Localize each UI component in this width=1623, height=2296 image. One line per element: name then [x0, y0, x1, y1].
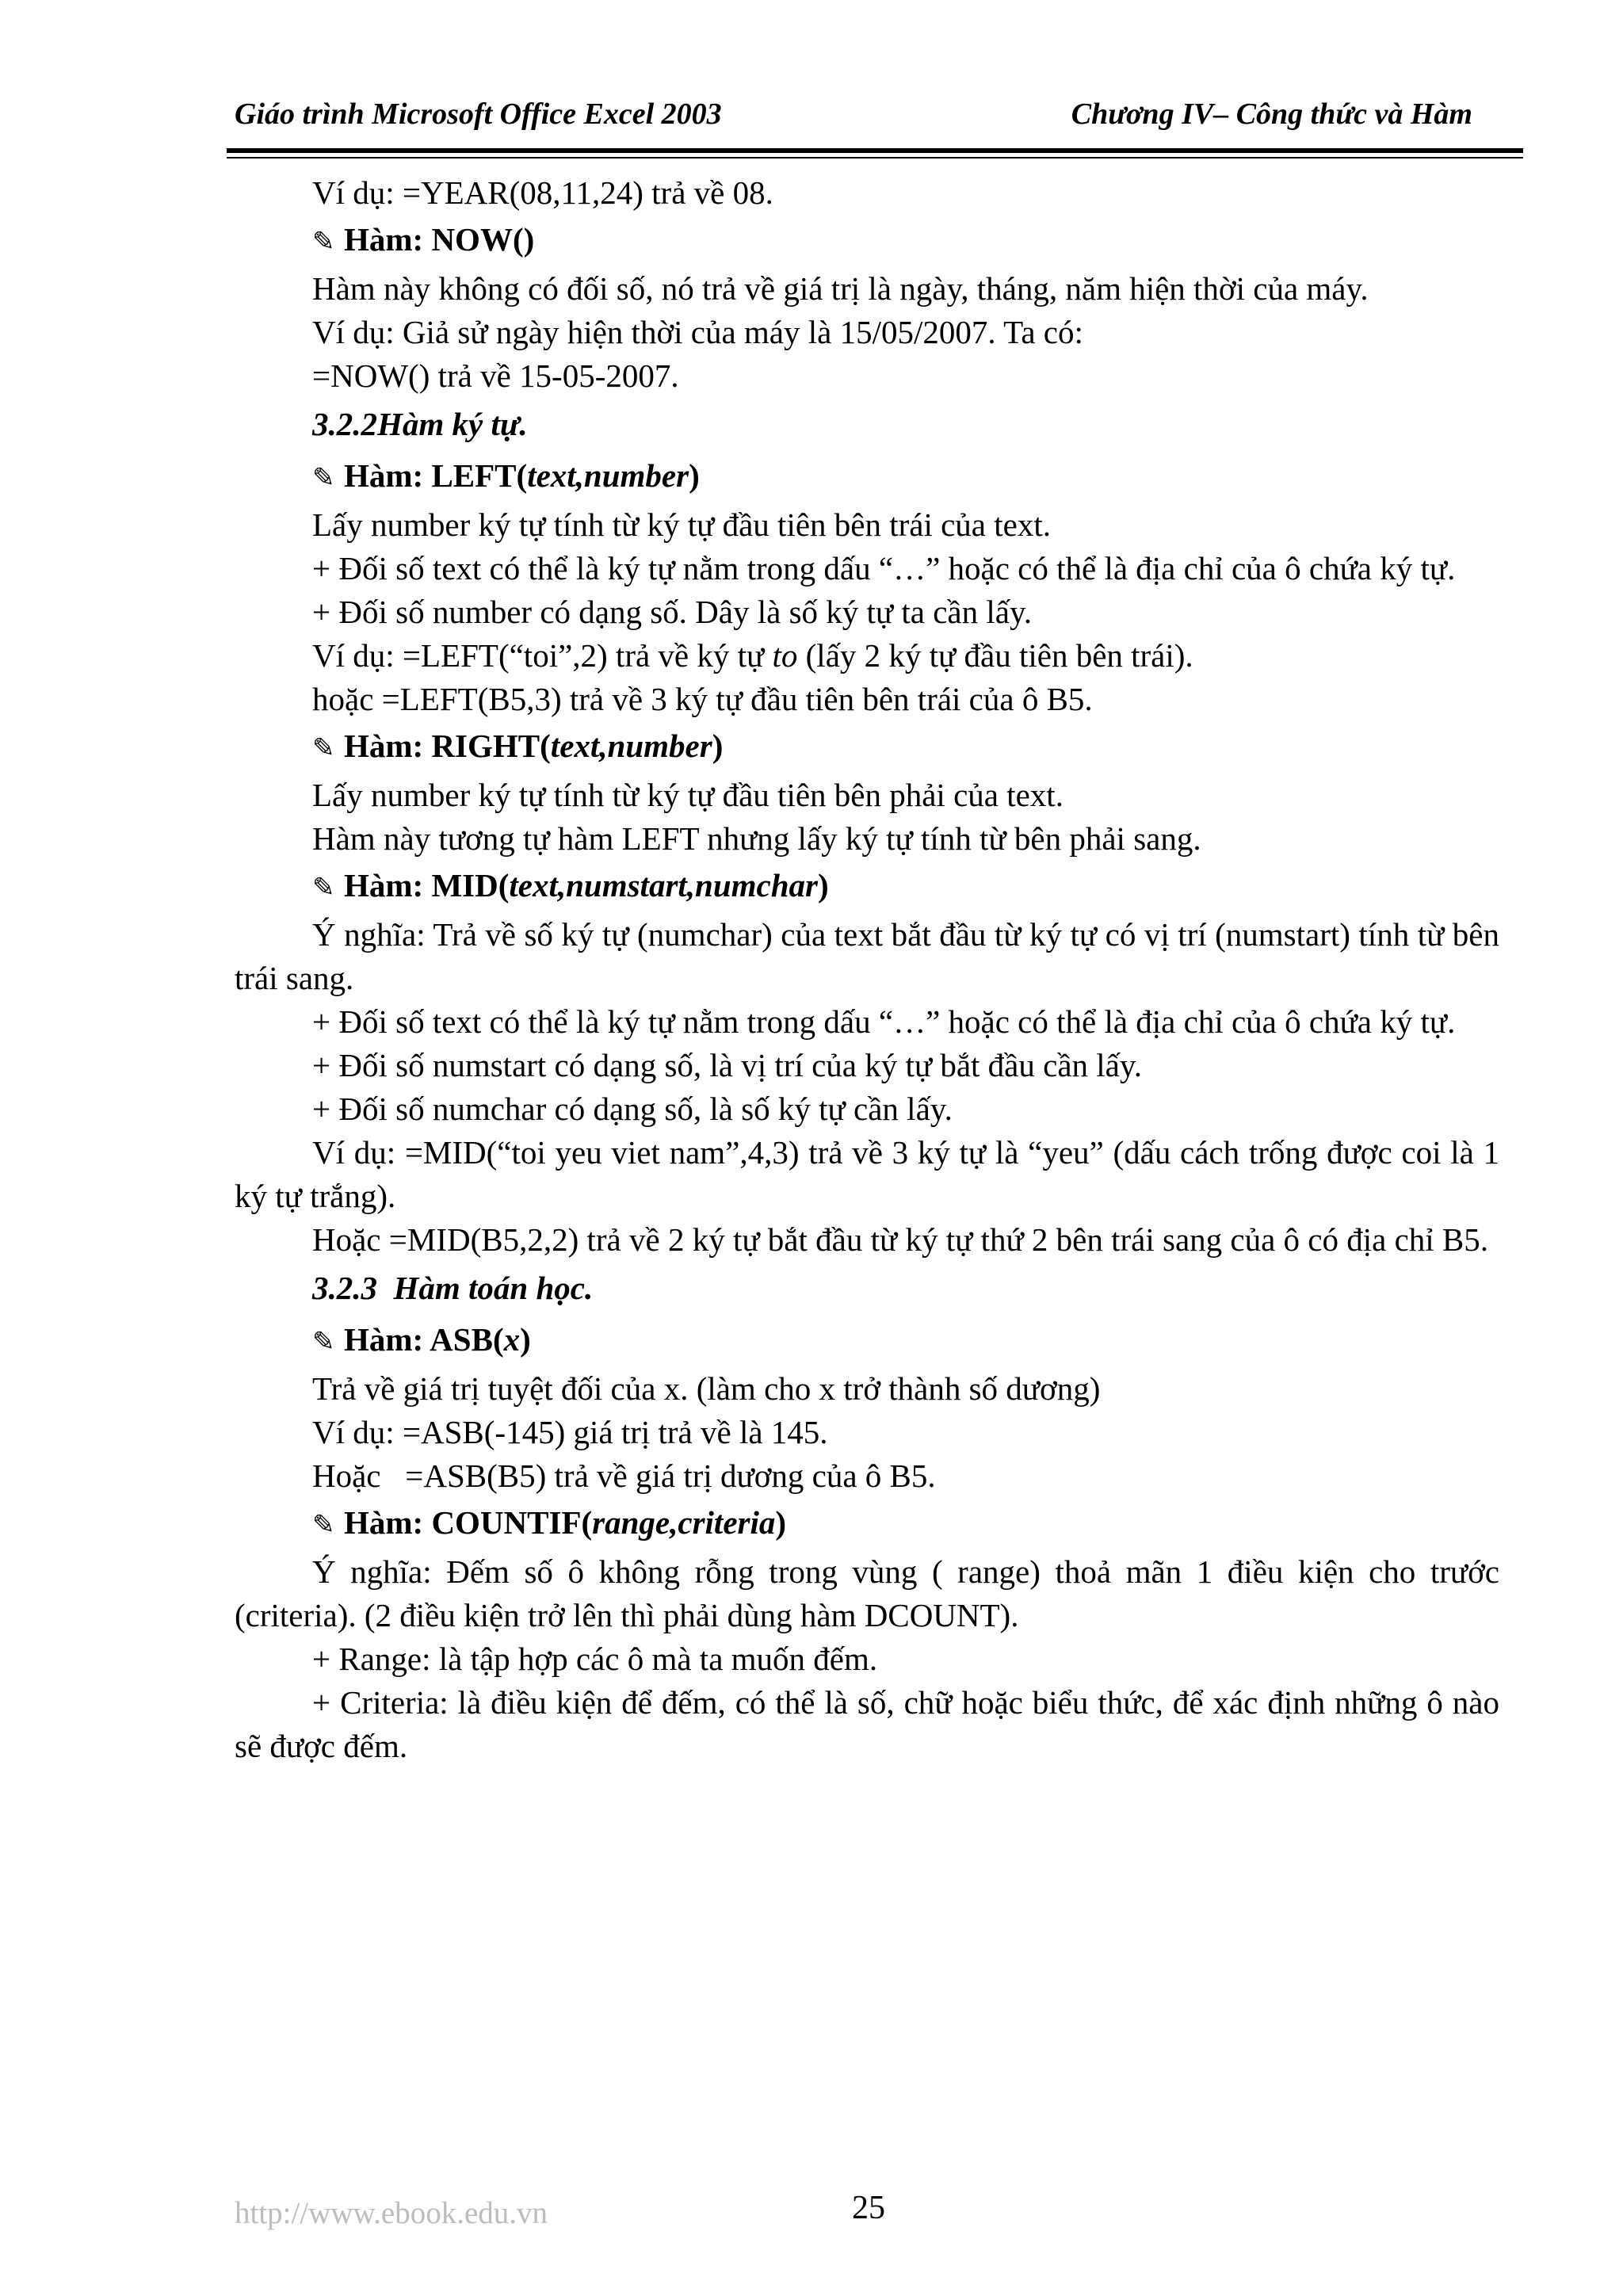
paragraph: + Đối số numstart có dạng số, là vị trí của ký tự bắt đầu cần lấy. [312, 1047, 1142, 1083]
paragraph: Lấy number ký tự tính từ ký tự đầu tiên bên trái của text. [312, 506, 1051, 543]
pencil-icon: ✎ [312, 227, 335, 257]
paragraph: Hàm này không có đối số, nó trả về giá trị là ngày, tháng, năm hiện thời của máy. [312, 270, 1369, 307]
section-heading-3-2-3: 3.2.3 Hàm toán học. [312, 1270, 594, 1306]
paragraph: Ví dụ: =MID(“toi yeu viet nam”,4,3) trả về 3 ký tự là “yeu” (dấu cách trống được coi là 1 ký tự trắng). [235, 1134, 1499, 1214]
page-header [235, 97, 1472, 130]
pencil-icon: ✎ [312, 734, 335, 763]
paragraph: + Đối số text có thể là ký tự nằm trong dấu “…” hoặc có thể là địa chỉ của ô chứa ký tự. [312, 1003, 1456, 1040]
paragraph: Ví dụ: Giả sử ngày hiện thời của máy là 15/05/2007. Ta có: [312, 314, 1083, 350]
paragraph: hoặc =LEFT(B5,3) trả về 3 ký tự đầu tiên bên trái của ô B5. [312, 681, 1093, 717]
paragraph: + Range: là tập hợp các ô mà ta muốn đếm. [312, 1641, 878, 1677]
pencil-icon: ✎ [312, 464, 335, 493]
paragraph: + Đối số numchar có dạng số, là số ký tự cần lấy. [312, 1091, 953, 1127]
paragraph: Ý nghĩa: Đếm số ô không rỗng trong vùng ( range) thoả mãn 1 điều kiện cho trước (criteria). (2 điều kiện trở lên thì phải dùng hàm DCOUNT). [235, 1553, 1499, 1633]
pencil-icon: ✎ [312, 1328, 335, 1357]
paragraph: Hoặc =ASB(B5) trả về giá trị dương của ô B5. [312, 1457, 936, 1494]
header-book-title: Giáo trình Microsoft Office Excel 2003 [235, 97, 722, 131]
paragraph: Hoặc =MID(B5,2,2) trả về 2 ký tự bắt đầu từ ký tự thứ 2 bên trái sang của ô có địa chỉ B5. [312, 1221, 1489, 1258]
paragraph: + Đối số text có thể là ký tự nằm trong dấu “…” hoặc có thể là địa chỉ của ô chứa ký tự. [312, 550, 1456, 586]
function-heading-countif: ✎ Hàm: COUNTIF(range,criteria) [235, 1501, 1499, 1547]
header-rule-thin [227, 157, 1523, 159]
page-body [235, 171, 1499, 1768]
page-number: 25 [852, 2190, 885, 2226]
function-heading-right: ✎ Hàm: RIGHT(text,number) [235, 724, 1499, 770]
paragraph: + Đối số number có dạng số. Dây là số ký tự ta cần lấy. [312, 594, 1033, 630]
function-heading-asb: ✎ Hàm: ASB(x) [235, 1318, 1499, 1364]
header-chapter-title: Chương IV– Công thức và Hàm [1071, 97, 1472, 131]
paragraph: Hàm này tương tự hàm LEFT nhưng lấy ký tự tính từ bên phải sang. [312, 820, 1201, 857]
paragraph: Ví dụ: =LEFT(“toi”,2) trả về ký tự to (lấy 2 ký tự đầu tiên bên trái). [312, 637, 1193, 674]
paragraph: =NOW() trả về 15-05-2007. [312, 357, 679, 394]
paragraph: Ví dụ: =YEAR(08,11,24) trả về 08. [312, 174, 773, 211]
footer-url: http://www.ebook.edu.vn [235, 2196, 548, 2230]
paragraph: Trả về giá trị tuyệt đối của x. (làm cho x trở thành số dương) [312, 1370, 1101, 1407]
section-heading-3-2-2: 3.2.2Hàm ký tự. [312, 406, 528, 442]
header-rule-thick [227, 148, 1523, 153]
paragraph: Ví dụ: =ASB(-145) giá trị trả về là 145. [312, 1414, 828, 1450]
paragraph: + Criteria: là điều kiện để đếm, có thể là số, chữ hoặc biểu thức, để xác định những ô nào sẽ được đếm. [235, 1684, 1499, 1764]
paragraph: Ý nghĩa: Trả về số ký tự (numchar) của text bắt đầu từ ký tự có vị trí (numstart) tính từ bên trái sang. [235, 916, 1499, 996]
function-heading-now: ✎ Hàm: NOW() [235, 218, 1499, 264]
pencil-icon: ✎ [312, 873, 335, 903]
paragraph: Lấy number ký tự tính từ ký tự đầu tiên bên phải của text. [312, 777, 1064, 813]
function-heading-left: ✎ Hàm: LEFT(text,number) [235, 454, 1499, 500]
pencil-icon: ✎ [312, 1511, 335, 1540]
function-heading-mid: ✎ Hàm: MID(text,numstart,numchar) [235, 864, 1499, 910]
